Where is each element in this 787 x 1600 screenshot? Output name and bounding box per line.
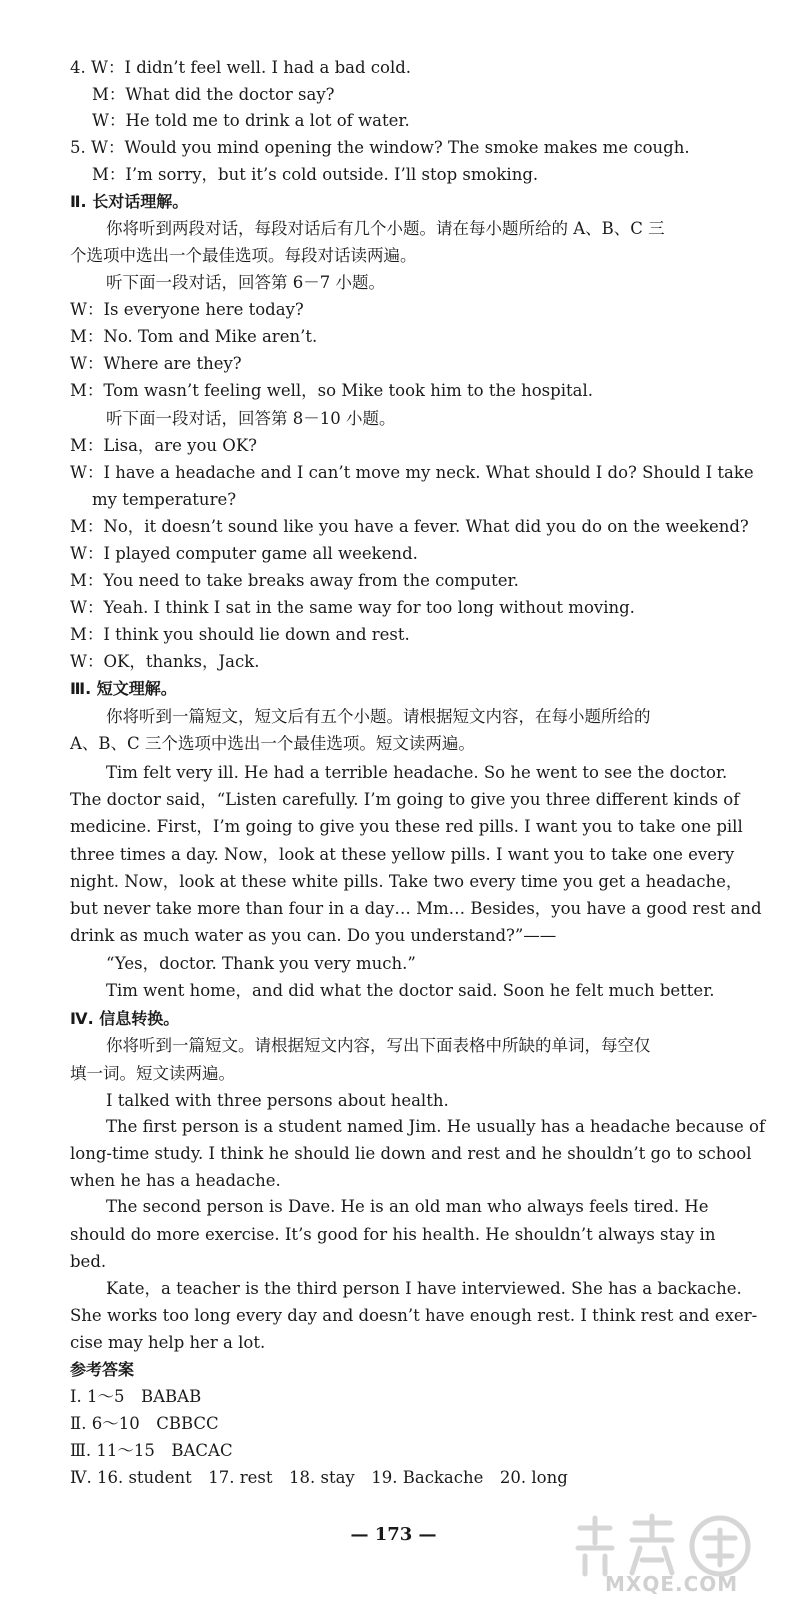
dialogue-line: M：No，it doesn’t sound like you have a fever. What did you do on the weekend? (70, 517, 749, 536)
passage-line: The doctor said，“Listen carefully. I’m going to give you three different kinds of (70, 790, 740, 809)
watermark-text: MXQE.COM (605, 1572, 739, 1596)
instruction-line: 你将听到一篇短文。请根据短文内容，写出下面表格中所缺的单词，每空仅 (106, 1036, 651, 1055)
dialogue-line: W：Is everyone here today? (70, 300, 304, 319)
passage-line: bed. (70, 1252, 107, 1271)
dialogue-line: W：Where are they? (70, 354, 242, 373)
instruction-line: 听下面一段对话，回答第 6－7 小题。 (106, 273, 385, 292)
passage-line: night. Now，look at these white pills. Take two every time you get a headache， (70, 872, 743, 891)
passage-line: drink as much water as you can. Do you understand?”—— (70, 926, 557, 945)
passage-line: but never take more than four in a day… Mm… Besides，you have a good rest and (70, 899, 762, 918)
section-heading: Ⅲ. 短文理解。 (70, 679, 177, 698)
instruction-line: A、B、C 三个选项中选出一个最佳选项。短文读两遍。 (70, 734, 475, 753)
dialogue-line: M：I think you should lie down and rest. (70, 625, 410, 644)
dialogue-line: 5. W：Would you mind opening the window? The smoke makes me cough. (70, 138, 690, 157)
passage-line: medicine. First，I’m going to give you these red pills. I want you to take one pill (70, 817, 743, 836)
passage-line: The first person is a student named Jim. He usually has a headache because of (106, 1117, 766, 1136)
dialogue-line: W：OK，thanks，Jack. (70, 652, 260, 671)
answer-line: Ⅱ. 6～10 CBBCC (70, 1414, 219, 1433)
answer-line: Ⅳ. 16. student 17. rest 18. stay 19. Backache 20. long (70, 1468, 568, 1487)
dialogue-line: M：I’m sorry，but it’s cold outside. I’ll stop smoking. (92, 165, 539, 184)
section-heading: Ⅳ. 信息转换。 (70, 1009, 180, 1028)
instruction-line: 个选项中选出一个最佳选项。每段对话读两遍。 (70, 246, 417, 265)
instruction-line: 你将听到一篇短文，短文后有五个小题。请根据短文内容，在每小题所给的 (106, 707, 651, 726)
passage-line: She works too long every day and doesn’t have enough rest. I think rest and exer- (70, 1306, 758, 1325)
dialogue-line: 4. W：I didn’t feel well. I had a bad cold. (70, 58, 412, 77)
instruction-line: 听下面一段对话，回答第 8－10 小题。 (106, 409, 396, 428)
passage-line: long-time study. I think he should lie down and rest and he shouldn’t go to school (70, 1144, 752, 1163)
passage-line: Kate，a teacher is the third person I have interviewed. She has a backache. (106, 1279, 742, 1298)
passage-line: The second person is Dave. He is an old man who always feels tired. He (106, 1197, 709, 1216)
dialogue-line: my temperature? (92, 490, 237, 509)
dialogue-line: W：I played computer game all weekend. (70, 544, 418, 563)
dialogue-line: M：What did the doctor say? (92, 85, 335, 104)
instruction-line: 填一词。短文读两遍。 (70, 1064, 235, 1083)
section-heading: Ⅱ. 长对话理解。 (70, 192, 189, 211)
instruction-line: 你将听到两段对话，每段对话后有几个小题。请在每小题所给的 A、B、C 三 (106, 219, 665, 238)
passage-line: I talked with three persons about health. (106, 1091, 449, 1110)
passage-line: Tim felt very ill. He had a terrible headache. So he went to see the doctor. (106, 763, 728, 782)
passage-line: when he has a headache. (70, 1171, 281, 1190)
answer-line: Ⅲ. 11～15 BACAC (70, 1441, 233, 1460)
page-number: — 173 — (350, 1524, 437, 1545)
dialogue-line: M：You need to take breaks away from the computer. (70, 571, 519, 590)
dialogue-line: M：No. Tom and Mike aren’t. (70, 327, 318, 346)
dialogue-line: W：Yeah. I think I sat in the same way for too long without moving. (70, 598, 635, 617)
passage-line: cise may help her a lot. (70, 1333, 266, 1352)
dialogue-line: W：He told me to drink a lot of water. (92, 111, 410, 130)
passage-line: should do more exercise. It’s good for his health. He shouldn’t always stay in (70, 1225, 716, 1244)
dialogue-line: M：Tom wasn’t feeling well，so Mike took him to the hospital. (70, 381, 593, 400)
watermark-logo-icon (560, 1508, 760, 1578)
answer-key-heading: 参考答案 (70, 1360, 135, 1379)
dialogue-line: M：Lisa，are you OK? (70, 436, 257, 455)
answer-line: Ⅰ. 1～5 BABAB (70, 1387, 202, 1406)
passage-line: Tim went home，and did what the doctor said. Soon he felt much better. (106, 981, 715, 1000)
passage-line: “Yes，doctor. Thank you very much.” (106, 954, 416, 973)
passage-line: three times a day. Now，look at these yellow pills. I want you to take one every (70, 845, 735, 864)
dialogue-line: W：I have a headache and I can’t move my neck. What should I do? Should I take (70, 463, 754, 482)
